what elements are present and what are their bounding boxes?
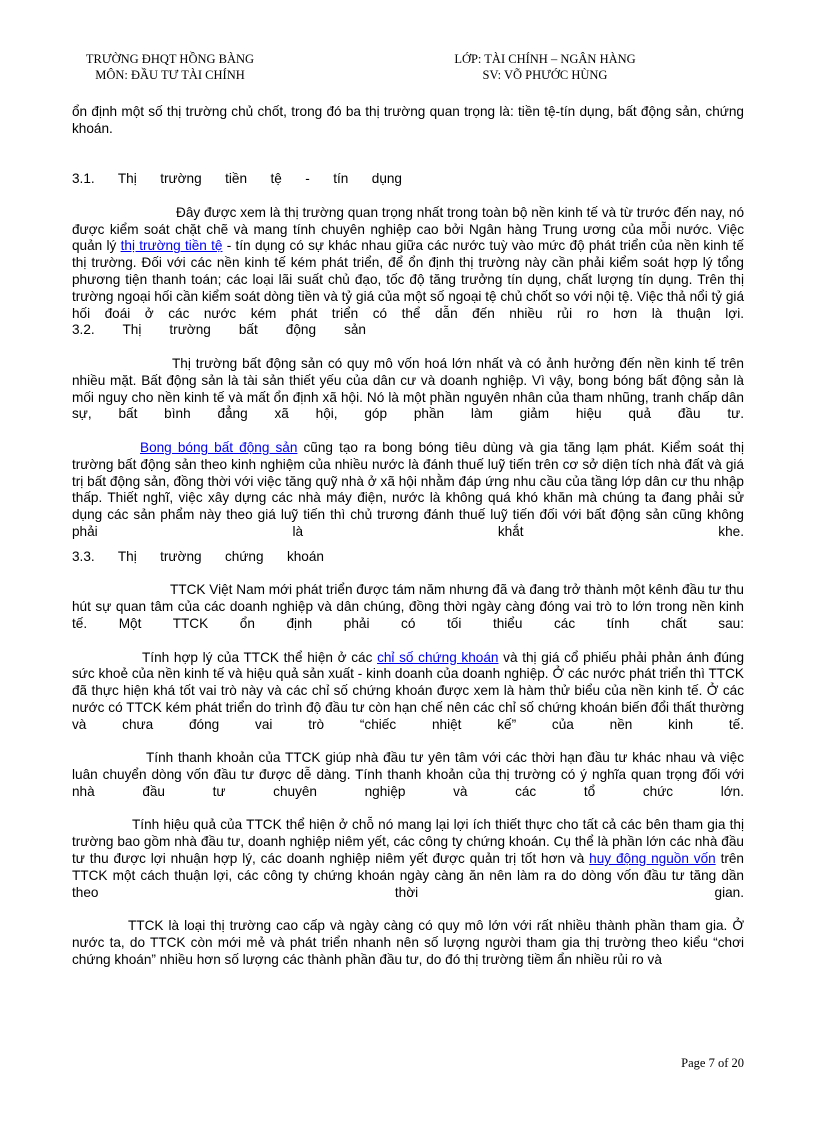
link-stock-index[interactable]: chỉ số chứng khoán <box>377 649 499 665</box>
section-heading-3-1: 3.1. Thị trường tiền tệ - tín dụng <box>72 171 402 187</box>
section-heading-3-2: 3.2. Thị trường bất động sản <box>72 322 366 338</box>
paragraph-money-market: Đây được xem là thị trường quan trọng nhất trong toàn bộ nền kinh tế và từ trước đến nay, nó được kiểm soát chặt chẽ và mang tính chuyên nghiệp cao bởi Ngân hàng Trung ương của mỗi nước. Việc quản lý thị trường tiền tệ - tín dụng có sự khác nhau giữa các nước tuỳ vào mức độ phát triển của nền kinh tế thị trường. Đối với các nền kinh tế kém phát triển, để ổn định thị trường này cần phải kiểm soát hợp lý tổng phương tiện thanh toán; các loại lãi suất chủ đạo, tốc độ tăng trưởng tín dụng, chất lượng tín dụng. Trên thị trường ngoại hối cần kiểm soát dòng tiền và tỷ giá của một số ngoại tệ chủ chốt so với nội tệ. Việc thả nổi tỷ giá hối đoái ở các nước kém phát triển có thể dẫn đến nhiều rủi ro hơn là thuận lợi. <box>72 204 745 321</box>
page-number: Page 7 of 20 <box>681 1056 744 1070</box>
paragraph-liquidity: Tính thanh khoản của TTCK giúp nhà đầu tư yên tâm với các thời hạn đầu tư khác nhau và việc luân chuyển dòng vốn đầu tư được dễ dàng. Tính thanh khoản của thị trường có ý nghĩa quan trọng đối với nhà đầu tư chuyên nghiệp và các tổ chức lớn. <box>72 750 744 799</box>
school-name: TRƯỜNG ĐHQT HỒNG BÀNG <box>85 52 255 66</box>
paragraph-real-estate-bubble: Bong bóng bất động sản cũng tạo ra bong bóng tiêu dùng và gia tăng lạm phát. Kiểm soát thị trường bất động sản theo kinh nghiệm của nhiều nước là đánh thuế luỹ tiến trên cơ sở diện tích nhà đất và giá trị bất động sản, đồng thời với việc tăng quỹ nhà ở xã hội nhằm đáp ứng nhu cầu của tầng lớp dân cư thu nhập thấp. Thiết nghĩ, việc xây dựng các nhà máy điện, nước là không quá khó khăn mà chúng ta đang phải sử dụng các sản phẩm này theo giá luỹ tiến thì chủ trương đánh thuế luỹ tiến đối với bất động sản cũng không phải là khắt khe. <box>72 439 745 539</box>
header-right <box>432 51 658 83</box>
student-name: SV: VÕ PHƯỚC HÙNG <box>482 68 608 82</box>
paragraph-intro: ổn định một số thị trường chủ chốt, trong đó ba thị trường quan trọng là: tiền tệ-tín dụng, bất động sản, chứng khoán. <box>72 104 744 136</box>
subject-name: MÔN: ĐẦU TƯ TÀI CHÍNH <box>95 68 245 82</box>
section-heading-3-3: 3.3. Thị trường chứng khoán <box>72 548 324 564</box>
link-real-estate-bubble[interactable]: Bong bóng bất động sản <box>140 439 298 455</box>
paragraph-stock-market: TTCK Việt Nam mới phát triển được tám năm nhưng đã và đang trở thành một kênh đầu tư thu hút sự quan tâm của các doanh nghiệp và dân chúng, đồng thời ngày càng đóng vai trò to lớn trong nền kinh tế. Một TTCK ổn định phải có tối thiểu các tính chất sau: <box>72 582 744 631</box>
document-body <box>72 104 744 969</box>
paragraph-real-estate: Thị trường bất động sản có quy mô vốn hoá lớn nhất và có ảnh hưởng đến nền kinh tế trên nhiều mặt. Bất động sản là tài sản thiết yếu của dân cư và doanh nghiệp. Vì vậy, bong bóng bất động sản là mối nguy cho nền kinh tế và mất ổn định xã hội. Nó là một phần nguyên nhân của tham nhũng, tranh chấp dân sự, bất bình đẳng xã hội, góp phần làm giảm hiệu quả đầu tư. <box>72 355 744 422</box>
link-capital-mobilization[interactable]: huy động nguồn vốn <box>589 851 716 867</box>
paragraph-ttck-advanced: TTCK là loại thị trường cao cấp và ngày càng có quy mô lớn với rất nhiều thành phần tham gia. Ở nước ta, do TTCK còn mới mẻ và phát triển nhanh nên số lượng người tham gia thị trường theo kiểu “chơi chứng khoán” nhiều hơn số lượng các thành phần đầu tư, do đó thị trường tiềm ẩn nhiều rủi ro và <box>72 918 744 967</box>
paragraph-efficiency: Tính hiệu quả của TTCK thể hiện ở chỗ nó mang lại lợi ích thiết thực cho tất cả các bên tham gia thị trường bao gồm nhà đầu tư, doanh nghiệp niêm yết, các công ty chứng khoán. Cụ thể là phần lớn các nhà đầu tư thu được lợi nhuận hợp lý, các doanh nghiệp niêm yết được quản trị tốt hơn và huy động nguồn vốn trên TTCK một cách thuận lợi, các công ty chứng khoán ngày càng ăn nên làm ra do dòng vốn đầu tư tăng dần theo thời gian. <box>72 817 744 900</box>
link-money-market[interactable]: thị trường tiền tệ <box>120 238 223 254</box>
class-name: LỚP: TÀI CHÍNH – NGÂN HÀNG <box>454 52 636 66</box>
paragraph-rationality: Tính hợp lý của TTCK thể hiện ở các chỉ số chứng khoán và thị giá cổ phiếu phải phản ánh đúng sức khoẻ của nền kinh tế và hiệu quả sản xuất - kinh doanh của doanh nghiệp. Ở các nước phát triển thì TTCK đã thực hiện khá tốt vai trò này và các chỉ số chứng khoán được xem là hàm thử biểu của nền kinh tế. Ở các nước có TTCK kém phát triển do trình độ đầu tư còn hạn chế nên các chỉ số chứng khoán biến đổi thất thường và chưa đóng vai trò “chiếc nhiệt kế” của nền kinh tế. <box>72 649 745 732</box>
header-left <box>70 51 270 83</box>
